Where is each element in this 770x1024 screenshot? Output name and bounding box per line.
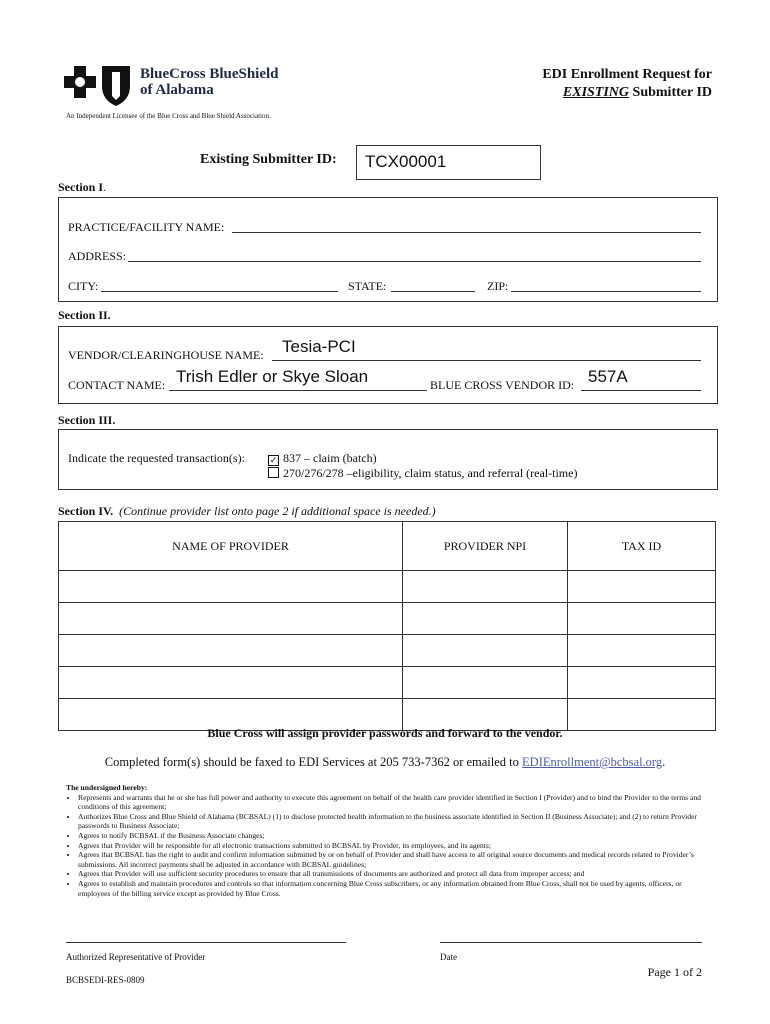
option-837-label: 837 – claim (batch) [283, 451, 377, 465]
date-line[interactable] [440, 942, 702, 943]
table-row [59, 635, 716, 667]
state-field[interactable] [391, 291, 475, 292]
address-field[interactable] [128, 261, 701, 262]
provider-npi-cell[interactable] [403, 571, 568, 603]
provider-name-cell[interactable] [59, 571, 403, 603]
col-provider-npi: PROVIDER NPI [403, 522, 568, 571]
fax-text: Completed form(s) should be faxed to EDI Services at 205 733-7362 or emailed to [104, 755, 523, 769]
section1-box [58, 197, 718, 302]
email-link[interactable]: EDIEnrollment@bcbsal.org [522, 755, 663, 769]
section3-heading: Section III. [58, 413, 116, 427]
org-name-line2: of Alabama [140, 82, 214, 98]
table-row [59, 571, 716, 603]
vendor-field[interactable] [272, 360, 701, 361]
list-item: • Agrees to establish and maintain procedures and controls so that information concerning Blue Cross subscribers, or any information obtained from Blue Cross, shall not be used by agents, officers, or employees of the billing service except as provided by Blue Cross. [78, 879, 712, 898]
vendor-id-label: BLUE CROSS VENDOR ID: [430, 378, 575, 392]
title-line2 [542, 84, 712, 102]
form-code: BCBSEDI-RES-0809 [66, 975, 145, 985]
section1-heading [58, 180, 106, 195]
list-item: • Authorizes Blue Cross and Blue Shield of Alabama (BCBSAL) (1) to disclose protected health information to the business associate identified in Section II (Business Associate); and (2) to return Provider passwords to Business Associate; [78, 812, 712, 831]
title-existing: EXISTING [562, 85, 630, 100]
tax-id-cell[interactable] [568, 667, 716, 699]
title-line1: EDI Enrollment Request for [542, 67, 712, 82]
page-number: Page 1 of 2 [647, 965, 702, 979]
indicate-label: Indicate the requested transaction(s): [68, 451, 245, 465]
provider-name-cell[interactable] [59, 667, 403, 699]
terms-block [66, 783, 712, 898]
submitter-id-value: TCX00001 [365, 152, 447, 171]
section4-note: (Continue provider list onto page 2 if additional space is needed.) [119, 504, 436, 518]
col-tax-id: TAX ID [568, 522, 716, 571]
bcbs-logo-icon [64, 62, 136, 108]
tax-id-cell[interactable] [568, 571, 716, 603]
table-row [59, 667, 716, 699]
section1-heading-dot: . [103, 180, 106, 194]
vendor-id-field[interactable] [581, 390, 701, 391]
provider-name-cell[interactable] [59, 635, 403, 667]
table-row [59, 603, 716, 635]
rep-label: Authorized Representative of Provider [66, 952, 206, 962]
form-title [542, 66, 712, 102]
tax-id-cell[interactable] [568, 603, 716, 635]
contact-value: Trish Edler or Skye Sloan [176, 367, 369, 386]
licensee-text: An Independent Licensee of the Blue Cross and Blue Shield Association. [66, 112, 271, 120]
fax-text-end: . [662, 755, 666, 769]
section1-heading-text: Section I [58, 180, 103, 194]
list-item: • Agrees that BCBSAL has the right to audit and confirm information submitted by or on behalf of Provider and shall have access to all original source documents and medical records related to Provider’s submissions. All incorrect payments shall be adjusted in accordance with BCBSAL guidelines; [78, 850, 712, 869]
checkbox-837[interactable]: ✓ [269, 455, 278, 465]
checkbox-270[interactable] [268, 467, 279, 478]
provider-npi-cell[interactable] [403, 603, 568, 635]
terms-heading: The undersigned hereby: [66, 783, 148, 792]
section2-heading: Section II. [58, 308, 111, 322]
provider-table-header [59, 522, 716, 571]
org-name [140, 66, 279, 98]
list-item: • Agrees that Provider will be responsible for all electronic transactions submitted to BCBSAL by Provider, its employees, and its agents; [78, 841, 712, 851]
password-notice: Blue Cross will assign provider passwords and forward to the vendor. [207, 726, 563, 740]
provider-npi-cell[interactable] [403, 667, 568, 699]
terms-list [66, 793, 712, 899]
state-label: STATE: [348, 279, 387, 293]
provider-npi-cell[interactable] [403, 635, 568, 667]
city-field[interactable] [101, 291, 338, 292]
signature-line[interactable] [66, 942, 346, 943]
submitter-id-label: Existing Submitter ID: [200, 152, 337, 167]
option-270-label: 270/276/278 –eligibility, claim status, and referral (real-time) [283, 466, 578, 480]
option-837[interactable] [268, 451, 377, 466]
col-provider-name: NAME OF PROVIDER [59, 522, 403, 571]
list-item: • Agrees that Provider will use sufficient security procedures to ensure that all transmissions of documents are authorized and protect all data from improper access; and [78, 869, 712, 879]
practice-field[interactable] [232, 232, 701, 233]
option-270[interactable] [268, 466, 577, 481]
logo [64, 62, 136, 108]
tax-id-cell[interactable] [568, 635, 716, 667]
city-label: CITY: [68, 279, 99, 293]
section4-heading-text: Section IV. [58, 504, 114, 518]
list-item: • Agrees to notify BCBSAL if the Business Associate changes; [78, 831, 712, 841]
address-label: ADDRESS: [68, 249, 127, 263]
provider-name-cell[interactable] [59, 603, 403, 635]
practice-label: PRACTICE/FACILITY NAME: [68, 220, 225, 234]
vendor-label: VENDOR/CLEARINGHOUSE NAME: [68, 348, 264, 362]
zip-field[interactable] [511, 291, 701, 292]
submitter-id-field[interactable] [356, 145, 541, 180]
vendor-value: Tesia-PCI [282, 337, 356, 356]
contact-label: CONTACT NAME: [68, 378, 166, 392]
contact-field[interactable] [169, 390, 427, 391]
title-submitter-id: Submitter ID [629, 85, 712, 100]
vendor-id-value: 557A [588, 367, 628, 386]
zip-label: ZIP: [487, 279, 509, 293]
provider-table [58, 521, 716, 731]
date-label: Date [440, 952, 457, 962]
list-item: • Represents and warrants that he or she has full power and authority to execute this agreement on behalf of the health care provider identified in Section I (Provider) and to bind the Provider to the terms and conditions of this agreement; [78, 793, 712, 812]
section4-heading [58, 504, 436, 519]
org-name-line1: BlueCross BlueShield [140, 66, 279, 82]
fax-instructions [0, 755, 770, 770]
